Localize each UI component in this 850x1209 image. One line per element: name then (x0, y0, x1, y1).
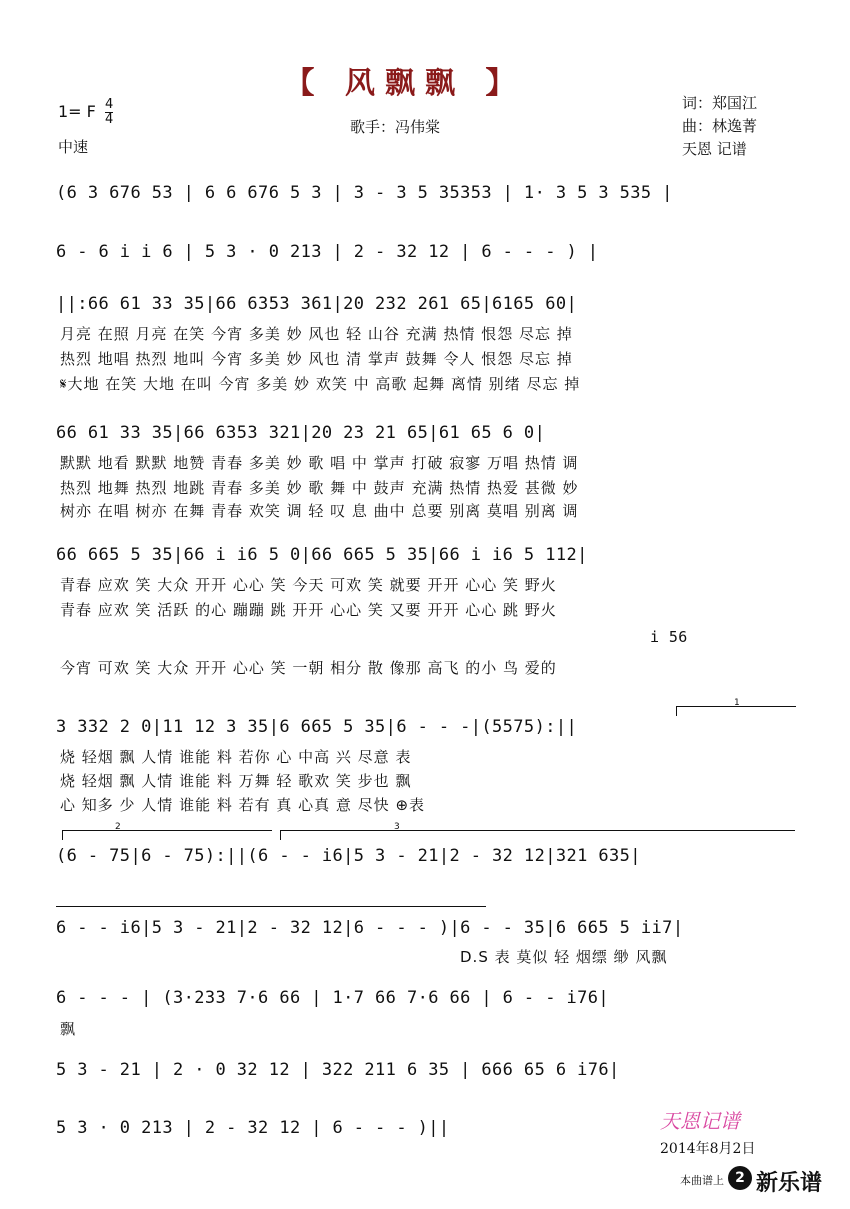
transcriber-stamp: 天恩记谱 (660, 1109, 740, 1133)
song-title: 【 风飘飘 】 (284, 66, 526, 101)
volta-1-tick (676, 706, 677, 716)
score-ossia: i 56 (650, 628, 688, 646)
lyric-line-9: 飘 (60, 1020, 77, 1038)
score-line-1: (6 3 676 53 | 6 6 676 5 3 | 3 - 3 5 35353 | 1· 3 5 3 535 | (56, 183, 673, 203)
lyric-line-6b: 烧 轻烟 飘 人情 谁能 料 万舞 轻 歌欢 笑 步也 飘 (60, 772, 412, 790)
lyric-line-5c: 今宵 可欢 笑 大众 开开 心心 笑 一朝 相分 散 像那 高飞 的小 鸟 爱的 (60, 659, 557, 677)
lyric-line-4c: 树亦 在唱 树亦 在舞 青春 欢笑 调 轻 叹 息 曲中 总要 别离 莫唱 别离 调 (60, 502, 579, 520)
score-line-10: 5 3 - 21 | 2 · 0 32 12 | 322 211 6 35 | 666 65 6 i76| (56, 1060, 620, 1080)
lyric-line-3c: 𝄋大地 在笑 大地 在叫 今宵 多美 妙 欢笑 中 高歌 起舞 离情 别绪 尽忘 掉 (60, 375, 581, 393)
score-line-4: 66 61 33 35|66 6353 321|20 23 21 65|61 65 6 0| (56, 423, 546, 443)
site-logo-text: 新乐谱 (756, 1171, 823, 1196)
transcriber-credit: 天恩 记谱 (682, 140, 747, 158)
volta-3-bracket (280, 830, 795, 831)
time-signature-top: 4 (104, 97, 114, 112)
score-line-11: 5 3 · 0 213 | 2 - 32 12 | 6 - - - )|| (56, 1118, 450, 1138)
lyric-line-8: D.S 表 莫似 轻 烟缥 缈 风飘 (460, 948, 668, 966)
volta-1-number: 1 (734, 698, 740, 708)
volta-3-tick (280, 830, 281, 840)
lyric-line-6a: 烧 轻烟 飘 人情 谁能 料 若你 心 中高 兴 尽意 表 (60, 748, 412, 766)
time-signature-bottom: 4 (104, 112, 114, 127)
lyric-line-4a: 默默 地看 默默 地赞 青春 多美 妙 歌 唱 中 掌声 打破 寂寥 万唱 热情 调 (60, 454, 579, 472)
lyric-line-5b: 青春 应欢 笑 活跃 的心 蹦蹦 跳 开开 心心 笑 又要 开开 心心 跳 野火 (60, 601, 557, 619)
score-line-3: ||:66 61 33 35|66 6353 361|20 232 261 65|6165 60| (56, 294, 578, 314)
composer-credit: 曲：林逸菁 (682, 117, 758, 135)
transcription-date: 2014年8月2日 (660, 1141, 756, 1157)
score-line-7: (6 - 75|6 - 75):||(6 - - i6|5 3 - 21|2 - 32 12|321 635| (56, 846, 641, 866)
lyric-line-4b: 热烈 地舞 热烈 地跳 青春 多美 妙 歌 舞 中 鼓声 充满 热情 热爱 甚微 妙 (60, 479, 579, 497)
site-logo-icon: 2 (728, 1166, 752, 1190)
volta-2-tick (62, 830, 63, 840)
time-signature (105, 98, 113, 127)
singer-credit: 歌手：冯伟棠 (350, 118, 441, 136)
lyricist-credit: 词：郑国江 (682, 94, 758, 112)
coda-bracket (56, 906, 486, 907)
upload-note: 本曲谱上 (680, 1174, 724, 1187)
lyric-line-5a: 青春 应欢 笑 大众 开开 心心 笑 今天 可欢 笑 就要 开开 心心 笑 野火 (60, 576, 557, 594)
key-label: 1= F (58, 102, 96, 121)
score-line-8: 6 - - i6|5 3 - 21|2 - 32 12|6 - - - )|6 - - 35|6 665 5 ii7| (56, 918, 684, 938)
volta-3-number: 3 (394, 822, 400, 832)
score-line-2: 6 - 6 i i 6 | 5 3 · 0 213 | 2 - 32 12 | 6 - - - ) | (56, 242, 599, 262)
key-signature (58, 98, 113, 127)
score-line-6: 3 332 2 0|11 12 3 35|6 665 5 35|6 - - -|(5575):|| (56, 717, 578, 737)
volta-2-number: 2 (115, 822, 121, 832)
volta-2-bracket (62, 830, 272, 831)
score-line-9: 6 - - - | (3·233 7·6 66 | 1·7 66 7·6 66 | 6 - - i76| (56, 988, 610, 1008)
score-line-5: 66 665 5 35|66 i i6 5 0|66 665 5 35|66 i i6 5 112| (56, 545, 588, 565)
lyric-line-3b: 热烈 地唱 热烈 地叫 今宵 多美 妙 风也 清 掌声 鼓舞 令人 恨怨 尽忘 掉 (60, 350, 573, 368)
lyric-line-6c: 心 知多 少 人情 谁能 料 若有 真 心真 意 尽快 ⊕表 (60, 796, 426, 814)
lyric-line-3a: 月亮 在照 月亮 在笑 今宵 多美 妙 风也 轻 山谷 充满 热情 恨怨 尽忘 掉 (60, 325, 573, 343)
tempo-marking: 中速 (58, 138, 89, 156)
